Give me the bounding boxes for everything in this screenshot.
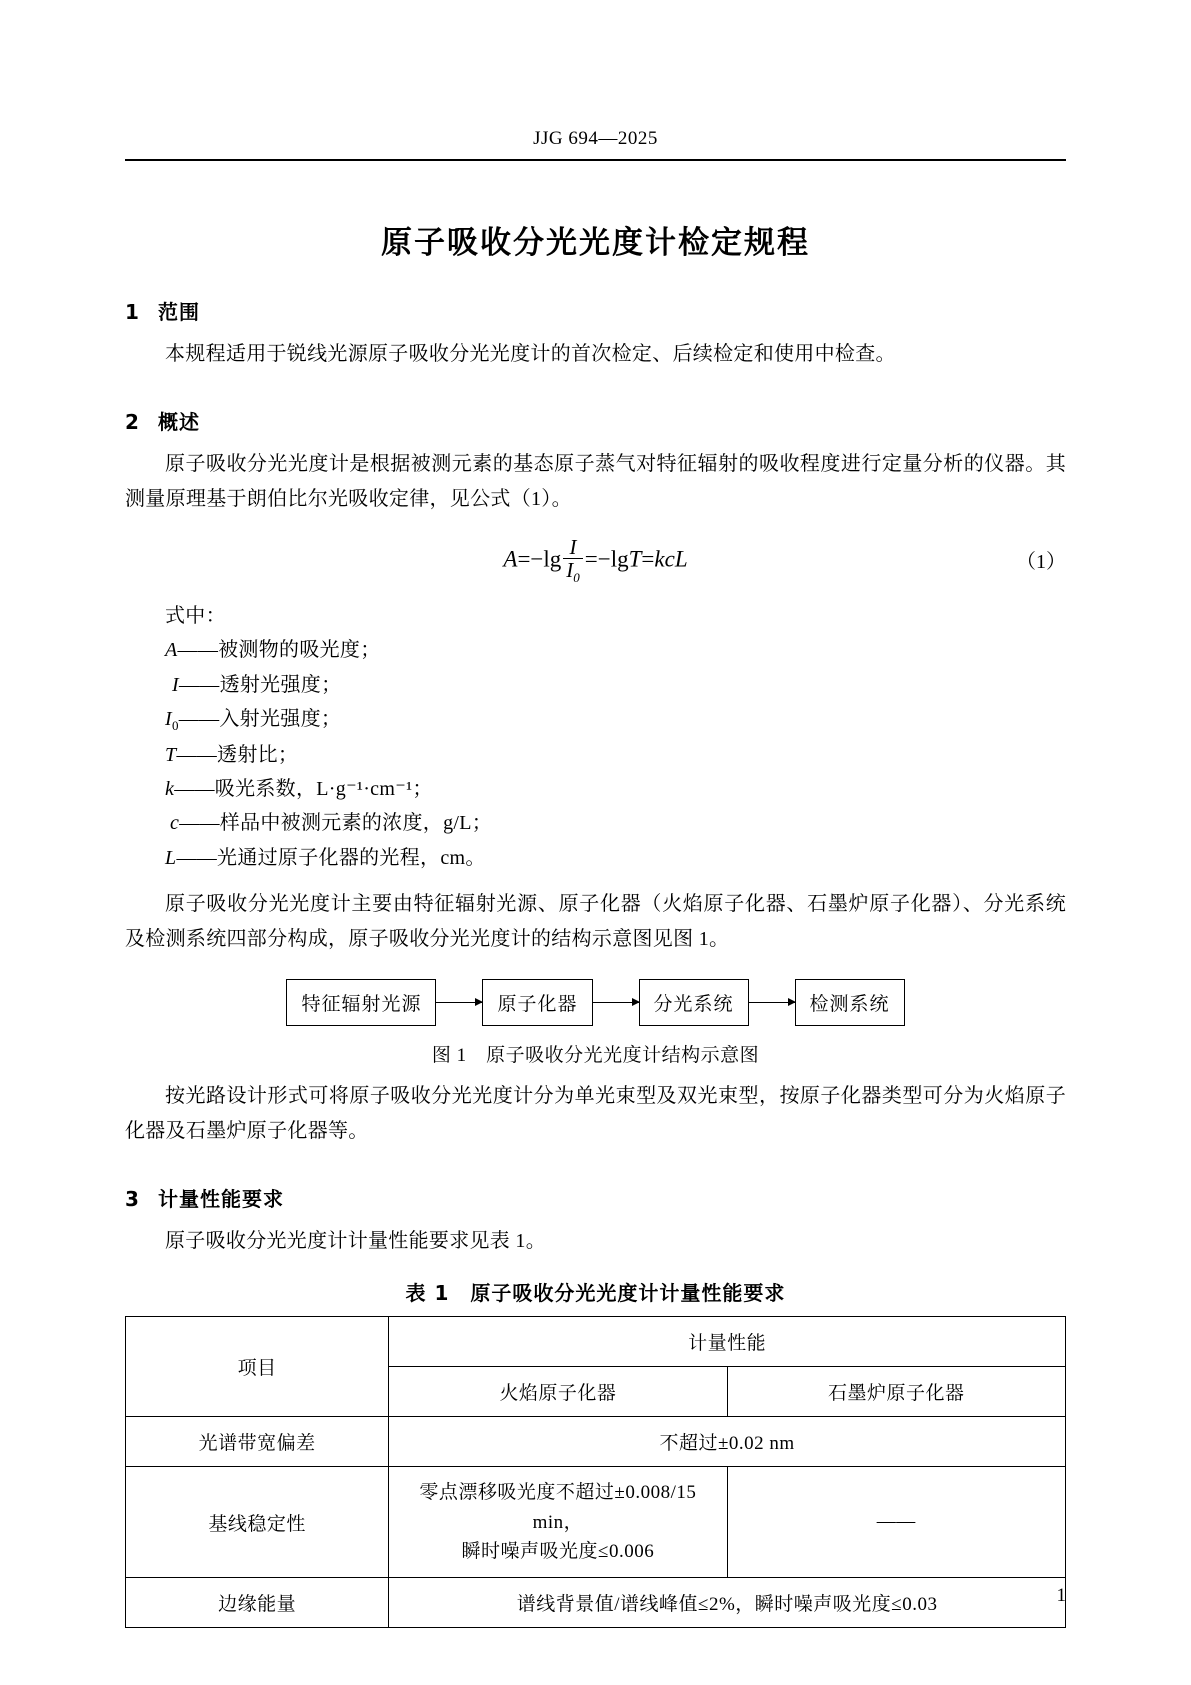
- formula-number: （1）: [1016, 551, 1066, 573]
- section-3-paragraph-1: 原子吸收分光光度计计量性能要求见表 1。: [165, 1230, 546, 1253]
- table-header-flame: 火焰原子化器: [389, 1367, 727, 1417]
- section-number-1: 1: [125, 300, 140, 324]
- definition-item: [125, 633, 1066, 667]
- section-number-2: 2: [125, 410, 140, 434]
- page-number: 1: [1056, 1585, 1066, 1606]
- definition-text: ——样品中被测元素的浓度，g/L；: [179, 812, 493, 835]
- table-row: [126, 1578, 1066, 1628]
- table-cell-graphite: ——: [727, 1467, 1065, 1578]
- section-heading-2: [125, 406, 1066, 435]
- table-cell-flame-line1: 零点漂移吸光度不超过±0.008/15 min，: [419, 1482, 697, 1533]
- table-cell-item: 边缘能量: [126, 1578, 389, 1628]
- definition-item: [125, 702, 1066, 737]
- definition-text: ——透射比；: [176, 743, 299, 766]
- section-heading-3: [125, 1183, 1066, 1212]
- definition-item: [125, 738, 1066, 772]
- definition-text: ——入射光强度；: [178, 708, 342, 731]
- table-cell-value: 谱线背景值/谱线峰值≤2%，瞬时噪声吸光度≤0.03: [389, 1578, 1066, 1628]
- symbol-definitions: [125, 599, 1066, 875]
- formula-expression: [125, 533, 1066, 586]
- definition-symbol: k: [165, 777, 175, 800]
- formula-equals-1: =−lg: [517, 546, 562, 572]
- flow-arrow-1: [436, 1002, 482, 1003]
- figure-1-caption: 图 1 原子吸收分光光度计结构示意图: [431, 1045, 760, 1067]
- table-row: [126, 1417, 1066, 1467]
- definition-item: [125, 772, 1066, 806]
- section-1-paragraph-1: 本规程适用于锐线光源原子吸收分光光度计的首次检定、后续检定和使用中检查。: [165, 343, 896, 365]
- formula-rhs: kcL: [654, 546, 688, 572]
- formula-block: [125, 533, 1066, 591]
- formula-equals-3: =: [641, 546, 655, 572]
- section-number-3: 3: [125, 1187, 140, 1212]
- formula-lhs: A: [503, 546, 518, 572]
- definition-text: ——被测物的吸光度；: [177, 639, 381, 662]
- definition-text: ——透射光强度；: [178, 673, 342, 696]
- table-header-group: 计量性能: [389, 1317, 1066, 1367]
- section-title-3: 计量性能要求: [158, 1187, 284, 1212]
- definition-symbol-subscript: 0: [171, 718, 179, 734]
- section-title-2: 概述: [158, 410, 200, 434]
- formula-T: T: [628, 546, 642, 572]
- formula-fraction: [563, 536, 583, 585]
- definition-symbol: L: [165, 846, 177, 869]
- formula-fraction-denominator: I: [566, 558, 574, 583]
- section-title-1: 范围: [158, 300, 200, 324]
- document-title: 原子吸收分光光度计检定规程: [381, 225, 810, 261]
- section-2-paragraph-2: 原子吸收分光光度计主要由特征辐射光源、原子化器（火焰原子化器、石墨炉原子化器）、分光系统及检测系统四部分构成，原子吸收分光光度计的结构示意图见图 1。: [125, 893, 1066, 951]
- definition-symbol: I: [172, 673, 179, 696]
- definition-item: [125, 806, 1066, 840]
- section-2-paragraph-1: 原子吸收分光光度计是根据被测元素的基态原子蒸气对特征辐射的吸收程度进行定量分析的仪器。其测量原理基于朗伯比尔光吸收定律，见公式（1）。: [125, 453, 1066, 510]
- definition-text: ——光通过原子化器的光程，cm。: [176, 846, 486, 869]
- flow-box-source: 特征辐射光源: [286, 979, 436, 1026]
- table-cell-value: 不超过±0.02 nm: [389, 1417, 1066, 1467]
- section-heading-1: [125, 296, 1066, 325]
- definition-symbol: c: [170, 812, 180, 835]
- figure-1-diagram: [125, 979, 1066, 1026]
- formula-equals-2: =−lg: [584, 546, 629, 572]
- standard-number: JJG 694—2025: [533, 128, 658, 149]
- table-header-item: 项目: [126, 1317, 389, 1417]
- flow-arrow-2: [593, 1002, 639, 1003]
- definition-text: ——吸光系数，L·g⁻¹·cm⁻¹；: [174, 777, 433, 800]
- definition-item: [125, 841, 1066, 875]
- where-label: 式中：: [165, 605, 226, 627]
- table-header-row-1: [126, 1317, 1066, 1367]
- definition-symbol: I: [165, 708, 172, 731]
- header-divider: [125, 159, 1066, 161]
- table-header-graphite: 石墨炉原子化器: [727, 1367, 1065, 1417]
- spec-table: [125, 1316, 1066, 1628]
- definition-symbol: A: [165, 639, 178, 662]
- table-1-caption: 表 1 原子吸收分光光度计计量性能要求: [405, 1281, 786, 1306]
- flow-arrow-3: [749, 1002, 795, 1003]
- page-header: [125, 0, 1066, 161]
- flow-box-atomizer: 原子化器: [482, 979, 592, 1026]
- definition-symbol: T: [165, 743, 177, 766]
- table-cell-flame-line2: 瞬时噪声吸光度≤0.006: [461, 1540, 655, 1562]
- formula-fraction-denominator-sub: 0: [573, 570, 580, 586]
- flow-box-monochromator: 分光系统: [639, 979, 749, 1026]
- formula-fraction-numerator: I: [569, 535, 577, 559]
- table-row: [126, 1467, 1066, 1578]
- table-cell-item: 光谱带宽偏差: [126, 1417, 389, 1467]
- definition-item: [125, 668, 1066, 702]
- table-cell-item: 基线稳定性: [126, 1467, 389, 1578]
- flow-box-detector: 检测系统: [795, 979, 905, 1026]
- table-cell-flame: [389, 1467, 727, 1578]
- section-2-paragraph-3: 按光路设计形式可将原子吸收分光光度计分为单光束型及双光束型，按原子化器类型可分为火焰原子化器及石墨炉原子化器等。: [125, 1085, 1066, 1143]
